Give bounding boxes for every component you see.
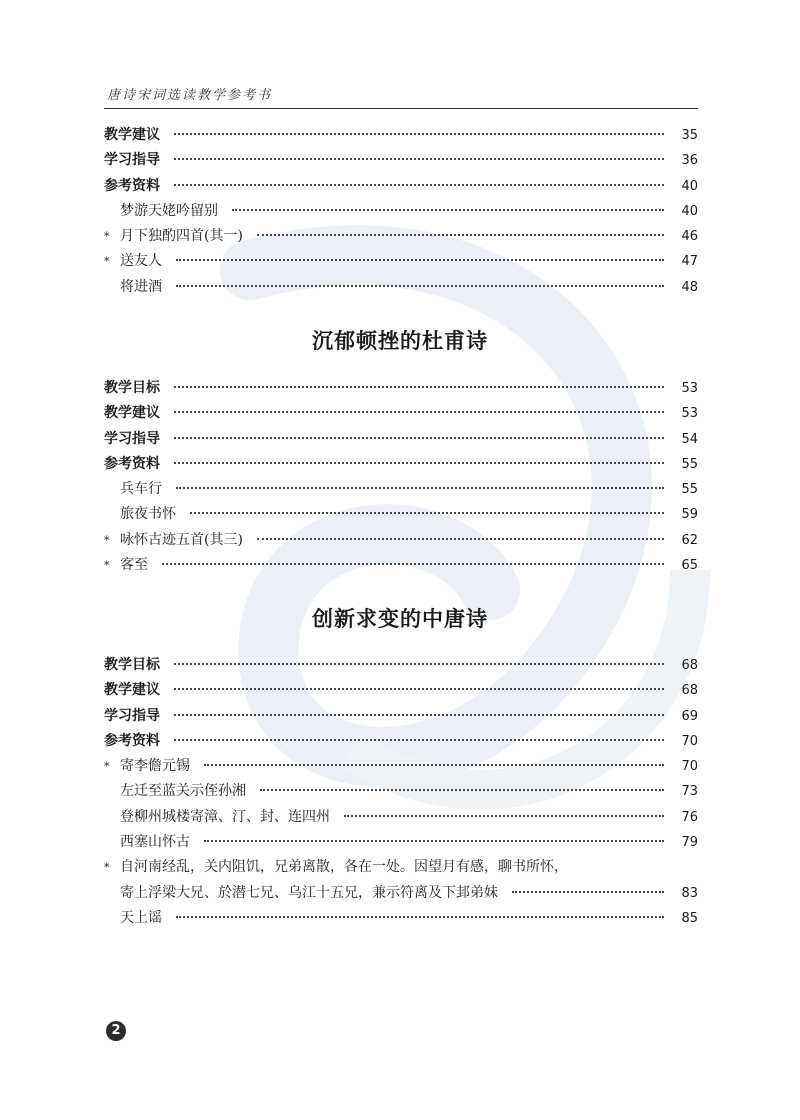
toc-entry[interactable]	[104, 123, 698, 148]
toc-entry-title: 兵车行	[120, 481, 162, 498]
toc-block-dufu	[104, 376, 698, 578]
toc-entry-page: 68	[681, 683, 698, 699]
toc-entry[interactable]	[104, 704, 698, 729]
dot-leader	[174, 739, 664, 741]
toc-entry-page: 53	[681, 406, 698, 422]
toc-entry[interactable]	[104, 224, 698, 249]
toc-entry-title: 客至	[120, 557, 148, 574]
toc-entry-title: 自河南经乱，关内阻饥，兄弟离散，各在一处。因望月有感，聊书所怀，	[120, 859, 568, 876]
toc-entry[interactable]	[104, 401, 698, 426]
dot-leader	[174, 714, 664, 716]
dot-leader	[174, 437, 664, 439]
page-number-badge: 2	[106, 1021, 126, 1041]
toc-entry-title: 登柳州城楼寄漳、汀、封、连四州	[120, 808, 330, 825]
toc-entry-page: 83	[681, 885, 698, 901]
toc-entry[interactable]	[104, 249, 698, 274]
toc-entry-page: 54	[681, 431, 698, 447]
toc-entry-title: 参考资料	[104, 177, 160, 194]
toc-entry-title: 月下独酌四首(其一)	[120, 228, 243, 245]
dot-leader	[344, 815, 664, 817]
optional-reading-mark: *	[104, 230, 110, 244]
optional-reading-mark: *	[104, 760, 110, 774]
toc-entry-page: 55	[681, 456, 698, 472]
toc-entry[interactable]	[104, 275, 698, 300]
toc-block-zhongtang	[104, 653, 698, 931]
dot-leader	[174, 663, 664, 665]
toc-entry-title: 参考资料	[104, 732, 160, 749]
toc-entry-page: 76	[681, 809, 698, 825]
toc-entry[interactable]	[104, 678, 698, 703]
toc-entry-title: 教学建议	[104, 127, 160, 143]
dot-leader	[174, 386, 664, 388]
dot-leader	[176, 487, 664, 489]
dot-leader	[176, 259, 664, 261]
toc-entry-page: 69	[681, 708, 698, 724]
optional-reading-mark: *	[104, 861, 110, 875]
toc-entry-title: 天上谣	[120, 909, 162, 926]
toc-entry-page: 40	[681, 203, 698, 219]
optional-reading-mark: *	[104, 559, 110, 573]
toc-entry-page: 48	[681, 279, 698, 295]
toc-entry-title: 教学目标	[104, 380, 160, 396]
dot-leader	[190, 512, 664, 514]
toc-entry[interactable]	[104, 528, 698, 553]
toc-entry[interactable]	[104, 830, 698, 855]
toc-block-libai	[104, 123, 698, 300]
dot-leader	[174, 411, 664, 413]
dot-leader	[512, 891, 664, 893]
toc-entry-page: 65	[681, 558, 698, 574]
toc-entry[interactable]	[104, 148, 698, 173]
toc-entry-page: 46	[681, 229, 698, 245]
toc-entry[interactable]	[104, 779, 698, 804]
toc-entry-title: 学习指导	[104, 152, 160, 169]
toc-entry-page: 62	[681, 532, 698, 548]
dot-leader	[176, 916, 664, 918]
toc-entry-title: 将进酒	[120, 278, 162, 295]
toc-entry-title: 旅夜书怀	[120, 506, 176, 523]
toc-entry[interactable]	[104, 452, 698, 477]
toc-entry-page: 53	[681, 381, 698, 396]
dot-leader	[204, 764, 664, 766]
dot-leader	[174, 158, 664, 160]
toc-entry-page: 36	[681, 153, 698, 169]
section-title-dufu: 沉郁顿挫的杜甫诗	[312, 328, 488, 353]
toc-entry-page: 55	[681, 482, 698, 498]
toc-entry-page: 70	[681, 733, 698, 749]
toc-entry-title: 梦游天姥吟留别	[120, 202, 218, 219]
toc-entry[interactable]	[104, 729, 698, 754]
toc-entry-page: 59	[681, 507, 698, 523]
dot-leader	[174, 688, 664, 690]
toc-entry[interactable]	[104, 199, 698, 224]
toc-entry[interactable]	[104, 376, 698, 401]
toc-entry-title: 教学建议	[104, 682, 160, 699]
toc-entry[interactable]	[104, 553, 698, 578]
toc-entry-page: 68	[681, 658, 698, 673]
toc-entry-page: 70	[681, 759, 698, 775]
dot-leader	[162, 563, 664, 565]
toc-entry[interactable]	[104, 906, 698, 931]
toc-entry[interactable]	[104, 653, 698, 678]
header-rule	[104, 108, 698, 109]
toc-entry[interactable]	[104, 427, 698, 452]
dot-leader	[257, 234, 664, 236]
dot-leader	[174, 133, 664, 135]
dot-leader	[174, 184, 664, 186]
toc-entry-page: 35	[681, 128, 698, 143]
toc-entry-title: 西塞山怀古	[120, 834, 190, 851]
toc-entry-title: 左迁至蓝关示侄孙湘	[120, 783, 246, 800]
dot-leader	[257, 538, 664, 540]
toc-entry[interactable]	[104, 805, 698, 830]
toc-entry-continuation[interactable]	[104, 881, 698, 906]
toc-entry-title: 教学建议	[104, 405, 160, 422]
toc-entry[interactable]	[104, 502, 698, 527]
dot-leader	[260, 789, 664, 791]
toc-entry-page: 40	[681, 178, 698, 194]
toc-entry-title: 学习指导	[104, 430, 160, 447]
toc-entry[interactable]	[104, 754, 698, 779]
toc-entry-title: 参考资料	[104, 455, 160, 472]
toc-entry-title-continued: 寄上浮梁大兄、於潜七兄、乌江十五兄，兼示符离及下邽弟妹	[120, 884, 498, 901]
toc-entry[interactable]	[104, 477, 698, 502]
dot-leader	[232, 209, 664, 211]
dot-leader	[174, 462, 664, 464]
toc-entry-title: 教学目标	[104, 657, 160, 673]
dot-leader	[176, 285, 664, 287]
toc-entry-page: 85	[681, 910, 698, 926]
toc-entry-title: 送友人	[120, 253, 162, 270]
toc-entry-page: 47	[681, 254, 698, 270]
toc-entry-page: 73	[681, 784, 698, 800]
toc-entry-title: 学习指导	[104, 707, 160, 724]
toc-entry[interactable]	[104, 174, 698, 199]
section-title-zhongtang: 创新求变的中唐诗	[312, 606, 488, 631]
dot-leader	[204, 840, 664, 842]
toc-entry[interactable]	[104, 855, 698, 880]
running-title: 唐诗宋词选读教学参考书	[107, 88, 273, 103]
optional-reading-mark: *	[104, 533, 110, 547]
toc-entry-title: 咏怀古迹五首(其三)	[120, 531, 243, 548]
toc-entry-page: 79	[681, 835, 698, 851]
toc-entry-title: 寄李儋元锡	[120, 758, 190, 775]
optional-reading-mark: *	[104, 255, 110, 269]
